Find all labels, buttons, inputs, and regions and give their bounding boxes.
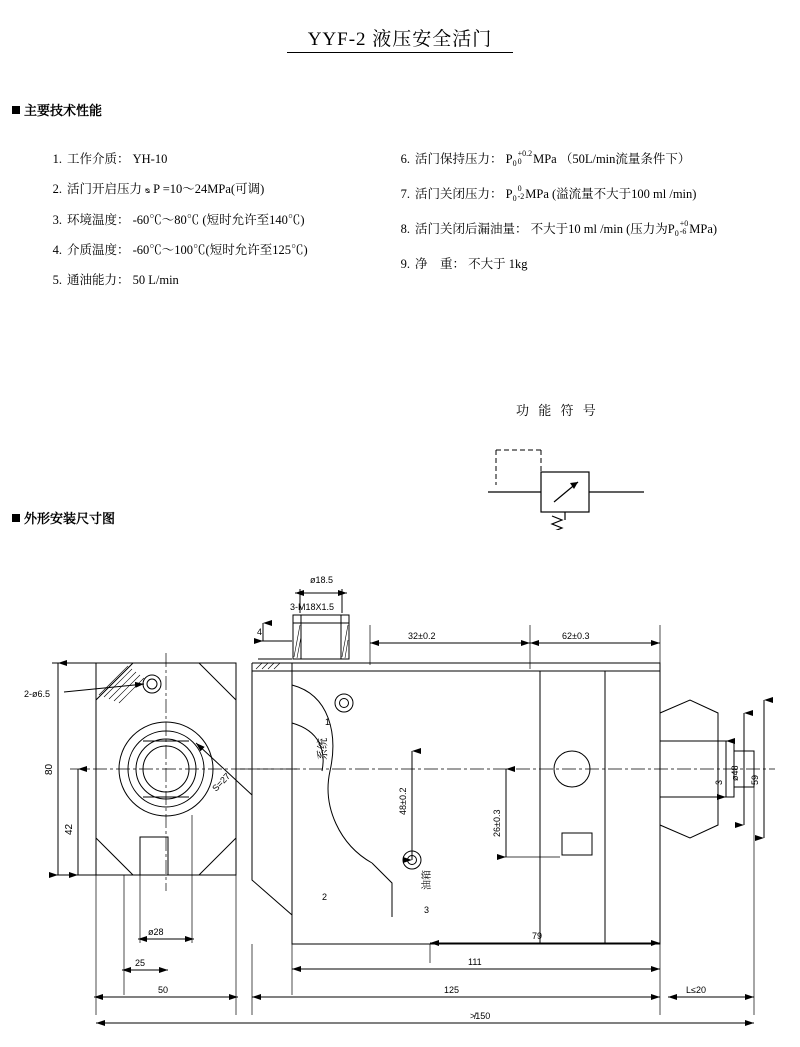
dim-150: ≯150 [470,1011,491,1021]
dim-50: 50 [158,985,169,995]
bullet-square-icon [12,514,20,522]
title-underline [287,52,513,53]
function-symbol-diagram [466,430,666,530]
function-symbol-label: 功 能 符 号 [516,403,599,418]
dim-2d65: 2-ø6.5 [24,689,51,699]
label-3: 3 [424,905,430,915]
outline-heading: 外形安装尺寸图 [12,508,115,527]
dim-59: 59 [750,774,760,785]
label-2: 2 [322,892,328,902]
label-system: 系统 [317,738,329,760]
specs-list-right [388,144,717,279]
spec-item: 9. 净 重： 不大于 1kg [400,257,528,271]
dim-3m18: 3-M18X1.5 [290,602,335,612]
dim-L20: L≤20 [686,985,706,995]
dim-d28: ø28 [148,927,164,937]
spec-item: 3. 环境温度： -60℃～80℃ (短时允许至140℃) [52,213,305,227]
dim-79: 79 [532,931,543,941]
dim-25: 25 [135,958,146,968]
dim-48pm: 48±0.2 [398,787,408,815]
dim-42: 42 [64,823,75,835]
spec-item: 2. 活门开启压力 ᴓ P =10～24MPa(可调) [52,182,265,196]
dim-32: 32±0.2 [408,631,436,641]
dim-s27: S=27 [210,771,233,794]
dim-125: 125 [444,985,460,995]
spec-item: 6. 活门保持压力： $P_0$ +0.2 0 MPa （50L/min流量条件下） [400,149,691,168]
dim-80: 80 [44,763,55,775]
spec-item: 8. 活门关闭后漏油量： 不大于10 ml /min (压力为$P_0$ +0 -6 MPa) [400,219,718,238]
dim-d185: ø18.5 [310,575,334,585]
label-1: 1 [325,717,331,727]
dim-26: 26±0.3 [492,809,502,837]
dim-4: 4 [257,627,263,637]
left-front-view [70,653,300,891]
dim-62: 62±0.3 [562,631,590,641]
spec-item: 4. 介质温度： -60℃～100℃(短时允许至125℃) [52,243,308,257]
dim-111: 111 [468,957,482,967]
dim-3: 3 [714,779,724,785]
technical-drawing [0,545,800,1042]
dim-d48: ø48 [730,765,740,781]
top-port-boss [293,615,349,659]
specs-list-left [40,144,308,295]
spec-item: 1. 工作介质： YH-10 [52,152,168,166]
label-tank: 油箱 [422,870,433,890]
page-title: YYF-2 液压安全活门 [307,29,493,50]
spec-item: 7. 活门关闭压力： $P_0$ 0 -2 MPa (溢流量不大于100 ml /min) [400,184,697,203]
spec-item: 5. 通油能力： 50 L/min [52,273,179,287]
bullet-square-icon [12,106,20,114]
specs-heading: 主要技术性能 [12,100,102,119]
main-side-view [240,663,775,944]
